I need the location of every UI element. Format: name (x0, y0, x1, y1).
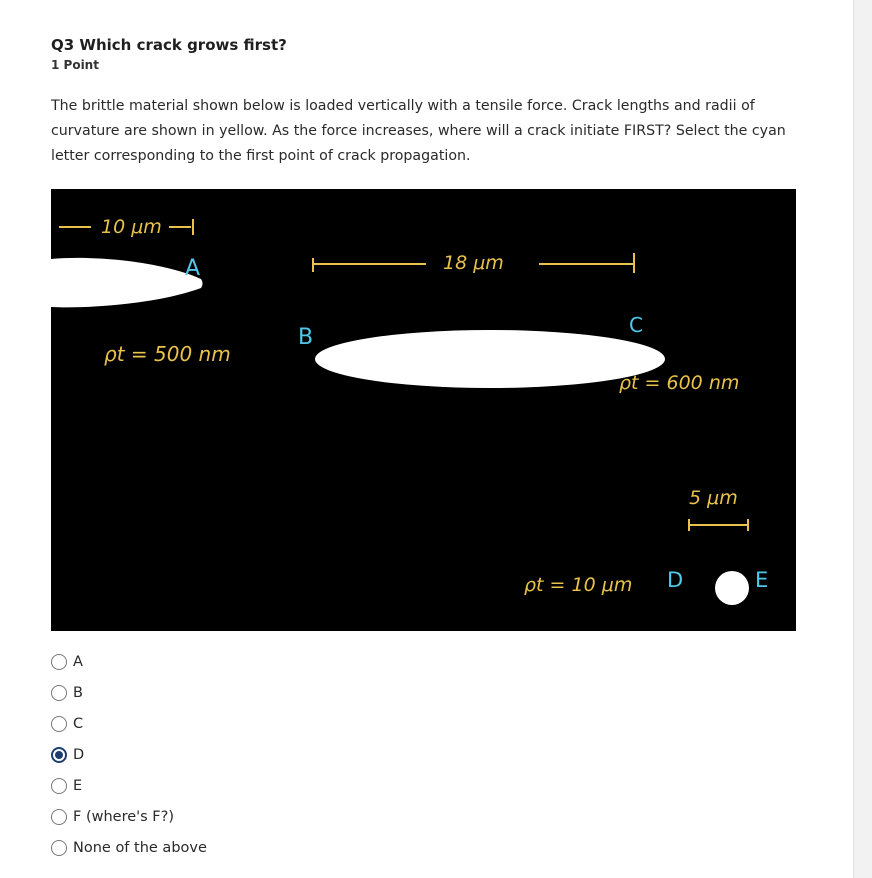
void-de-shape (715, 571, 749, 605)
radio-e[interactable] (51, 778, 67, 794)
letter-d: D (667, 568, 684, 592)
scale-a-label: 10 μm (101, 216, 162, 238)
option-e-label: E (73, 777, 83, 794)
letter-b: B (298, 325, 314, 350)
letter-c: C (629, 313, 643, 337)
radio-d[interactable] (51, 747, 67, 763)
crack-a-shape (51, 258, 203, 308)
question-points: 1 Point (51, 58, 99, 72)
scale-bc-label: 18 μm (443, 252, 504, 274)
rho-c-label: ρt = 600 nm (619, 372, 740, 394)
radio-f[interactable] (51, 809, 67, 825)
radio-a[interactable] (51, 654, 67, 670)
radio-none[interactable] (51, 840, 67, 856)
option-b-label: B (73, 684, 83, 701)
crack-bc-shape (315, 330, 665, 388)
scale-de-label: 5 μm (689, 487, 738, 509)
scale-bar-de (689, 519, 748, 531)
letter-e: E (755, 568, 769, 592)
option-b[interactable] (51, 677, 207, 708)
option-e[interactable] (51, 770, 207, 801)
option-a[interactable] (51, 646, 207, 677)
crack-diagram (51, 189, 796, 631)
rho-de-label: ρt = 10 μm (524, 574, 633, 596)
option-none[interactable] (51, 832, 207, 863)
scrollbar[interactable] (853, 0, 872, 878)
option-d-label: D (73, 746, 85, 763)
option-a-label: A (73, 653, 83, 670)
option-c-label: C (73, 715, 84, 732)
rho-a-label: ρt = 500 nm (104, 342, 231, 366)
radio-c[interactable] (51, 716, 67, 732)
crack-figure (51, 189, 796, 631)
question-block (51, 34, 811, 169)
radio-b[interactable] (51, 685, 67, 701)
option-f-label: F (where's F?) (73, 808, 174, 825)
letter-a: A (185, 256, 201, 281)
answer-options (51, 646, 207, 863)
option-f[interactable] (51, 801, 207, 832)
option-d[interactable] (51, 739, 207, 770)
option-c[interactable] (51, 708, 207, 739)
question-prompt: The brittle material shown below is loaded vertically with a tensile force. Crack lengths and radii of curvature are shown in yellow. As the force increases, where will a crack initiate FIRST? Select the cyan letter corresponding to the first point of crack propagation. (51, 98, 786, 164)
question-title: Q3 Which crack grows first? (51, 36, 287, 54)
option-none-label: None of the above (73, 839, 207, 856)
